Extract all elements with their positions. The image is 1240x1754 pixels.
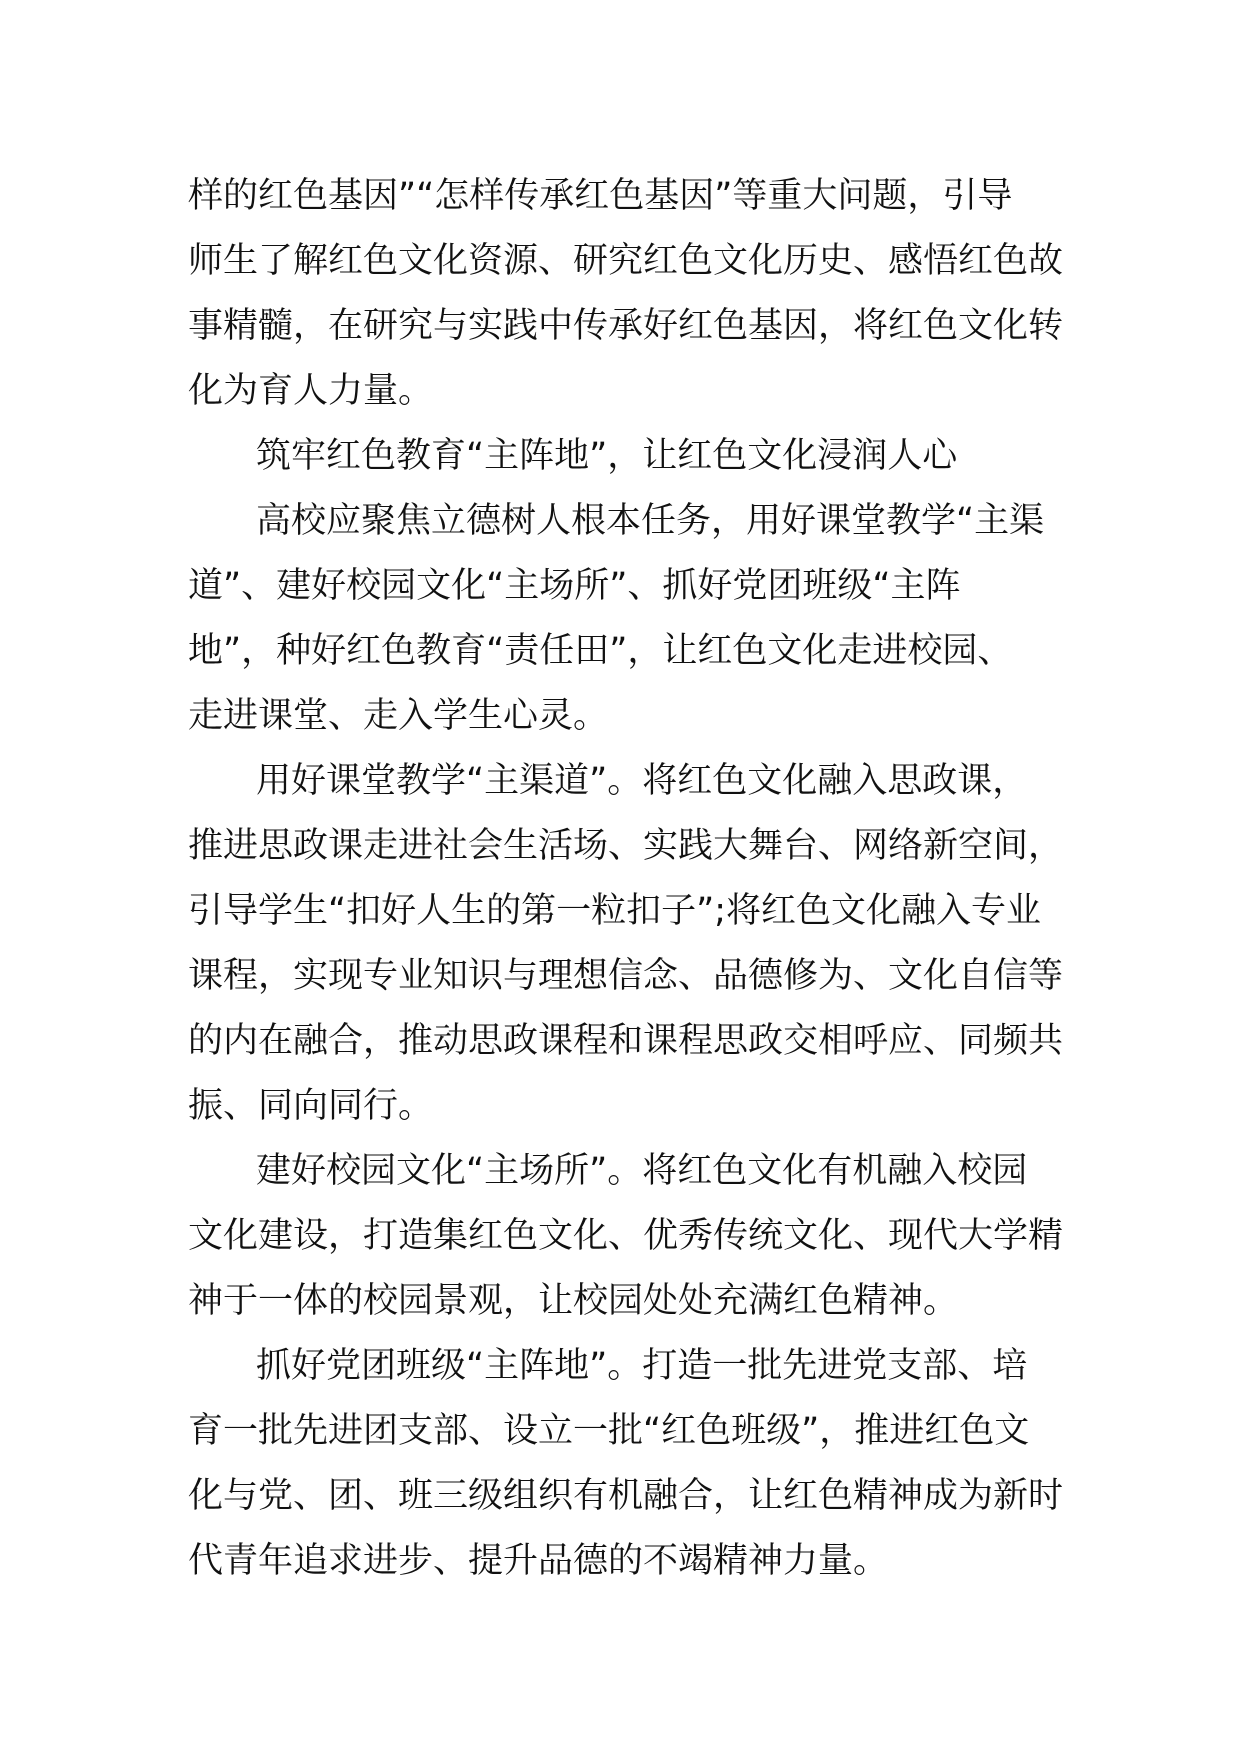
text-line: 振、同向同行。 (188, 1086, 434, 1126)
text-line: 育一批先进团支部、设立一批“红色班级”，推进红色文 (188, 1411, 1030, 1451)
text-line: 样的红色基因”“怎样传承红色基因”等重大问题，引导 (188, 176, 1013, 216)
text-line: 神于一体的校园景观，让校园处处充满红色精神。 (188, 1281, 959, 1321)
text-line: 课程，实现专业知识与理想信念、品德修为、文化自信等 (188, 956, 1064, 996)
document-body (188, 164, 1068, 1594)
text-line: 地”，种好红色教育“责任田”，让红色文化走进校园、 (188, 631, 1013, 671)
text-line: 高校应聚焦立德树人根本任务，用好课堂教学“主渠 (256, 501, 1045, 541)
text-line: 用好课堂教学“主渠道”。将红色文化融入思政课， (256, 761, 1028, 801)
section-heading: 筑牢红色教育“主阵地”，让红色文化浸润人心 (256, 436, 958, 476)
text-line: 代青年追求进步、提升品德的不竭精神力量。 (188, 1541, 889, 1581)
text-line: 抓好党团班级“主阵地”。打造一批先进党支部、培 (256, 1346, 1028, 1386)
text-line: 师生了解红色文化资源、研究红色文化历史、感悟红色故 (188, 241, 1064, 281)
text-line: 文化建设，打造集红色文化、优秀传统文化、现代大学精 (188, 1216, 1064, 1256)
text-line: 事精髓，在研究与实践中传承好红色基因，将红色文化转 (188, 306, 1064, 346)
text-line: 化与党、团、班三级组织有机融合，让红色精神成为新时 (188, 1476, 1064, 1516)
text-line: 化为育人力量。 (188, 371, 434, 411)
text-line: 推进思政课走进社会生活场、实践大舞台、网络新空间， (188, 826, 1064, 866)
text-line: 道”、建好校园文化“主场所”、抓好党团班级“主阵 (188, 566, 961, 606)
text-line: 引导学生“扣好人生的第一粒扣子”;将红色文化融入专业 (188, 891, 1042, 931)
text-line: 建好校园文化“主场所”。将红色文化有机融入校园 (256, 1151, 1028, 1191)
text-line: 走进课堂、走入学生心灵。 (188, 696, 609, 736)
text-line: 的内在融合，推动思政课程和课程思政交相呼应、同频共 (188, 1021, 1064, 1061)
